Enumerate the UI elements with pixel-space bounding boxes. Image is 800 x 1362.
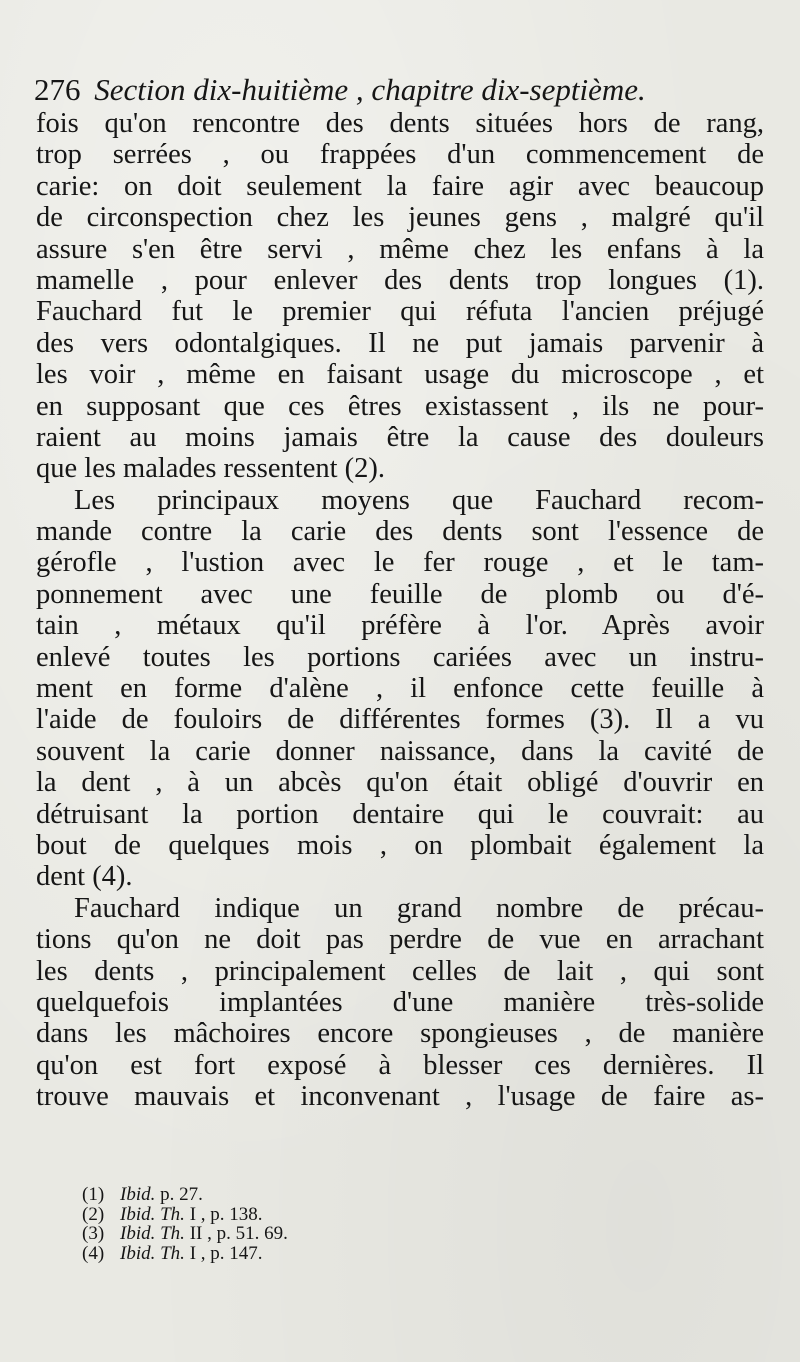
text-line: ment en forme d'alène , il enfonce cette feuille à <box>36 673 764 705</box>
footnote-text: I , p. 138. <box>184 1203 263 1225</box>
footnote-number: (2) <box>82 1203 105 1225</box>
text-line: gérofle , l'ustion avec le fer rouge , et le tam- <box>36 547 764 579</box>
footnote <box>82 1244 582 1264</box>
text-line: l'aide de fouloirs de différentes formes (3). Il a vu <box>36 704 764 736</box>
page-number: 276 <box>34 72 81 107</box>
footnote-ref: Ibid. Th. <box>120 1242 185 1264</box>
text-line: trop serrées , ou frappées d'un commencement de <box>36 139 764 171</box>
text-line: que les malades ressentent (2). <box>36 453 385 485</box>
running-header <box>34 72 764 108</box>
text-line: dent (4). <box>36 861 133 893</box>
text-line: des vers odontalgiques. Il ne put jamais parvenir à <box>36 327 764 359</box>
text-line: bout de quelques mois , on plombait également la <box>36 829 764 861</box>
text-line: quelquefois implantées d'une manière très-solide <box>36 986 764 1018</box>
footnote-text: I , p. 147. <box>184 1242 263 1264</box>
text-line: Fauchard indique un grand nombre de précau- <box>74 892 764 924</box>
text-line: enlevé toutes les portions cariées avec un instru- <box>36 641 764 673</box>
body-text <box>36 108 764 1113</box>
footnote-ref: Ibid. Th. <box>120 1203 185 1225</box>
text-line: les dents , principalement celles de lait , qui sont <box>36 955 764 987</box>
text-line: trouve mauvais et inconvenant , l'usage de faire as- <box>36 1081 764 1113</box>
footnote <box>82 1205 582 1225</box>
text-line: ponnement avec une feuille de plomb ou d'é- <box>36 578 764 610</box>
text-line: tions qu'on ne doit pas perdre de vue en arrachant <box>36 924 764 956</box>
text-line: mamelle , pour enlever des dents trop longues (1). <box>36 264 764 296</box>
footnote <box>82 1224 582 1244</box>
running-title: Section dix-huitième , chapitre dix-septième. <box>94 72 646 107</box>
footnote-number: (3) <box>82 1223 105 1245</box>
text-line: dans les mâchoires encore spongieuses , de manière <box>36 1018 764 1050</box>
text-line: carie: on doit seulement la faire agir avec beaucoup <box>36 170 764 202</box>
text-line: tain , métaux qu'il préfère à l'or. Après avoir <box>36 610 764 642</box>
footnote-text: II , p. 51. 69. <box>184 1223 288 1245</box>
text-line: Fauchard fut le premier qui réfuta l'ancien préjugé <box>36 296 764 328</box>
footnote-ref: Ibid. Th. <box>120 1223 185 1245</box>
footnote-text: p. 27. <box>155 1184 203 1205</box>
text-line: assure s'en être servi , même chez les enfans à la <box>36 233 764 265</box>
footnote-ref: Ibid. <box>120 1184 156 1205</box>
text-line: détruisant la portion dentaire qui le couvrait: au <box>36 798 764 830</box>
footnotes <box>82 1185 582 1263</box>
text-line: fois qu'on rencontre des dents situées hors de rang, <box>36 108 764 139</box>
text-line: les voir , même en faisant usage du microscope , et <box>36 359 764 391</box>
footnote <box>82 1185 582 1205</box>
text-line: de circonspection chez les jeunes gens , malgré qu'il <box>36 202 764 234</box>
text-line: raient au moins jamais être la cause des douleurs <box>36 421 764 453</box>
footnote-number: (4) <box>82 1242 105 1264</box>
text-line: la dent , à un abcès qu'on était obligé d'ouvrir en <box>36 767 764 799</box>
text-line: souvent la carie donner naissance, dans la cavité de <box>36 735 764 767</box>
footnote-number: (1) <box>82 1184 105 1205</box>
text-line: qu'on est fort exposé à blesser ces dernières. Il <box>36 1049 764 1081</box>
text-line: en supposant que ces êtres existassent , ils ne pour- <box>36 390 764 422</box>
text-line: Les principaux moyens que Fauchard recom- <box>74 484 764 516</box>
text-line: mande contre la carie des dents sont l'essence de <box>36 516 764 548</box>
